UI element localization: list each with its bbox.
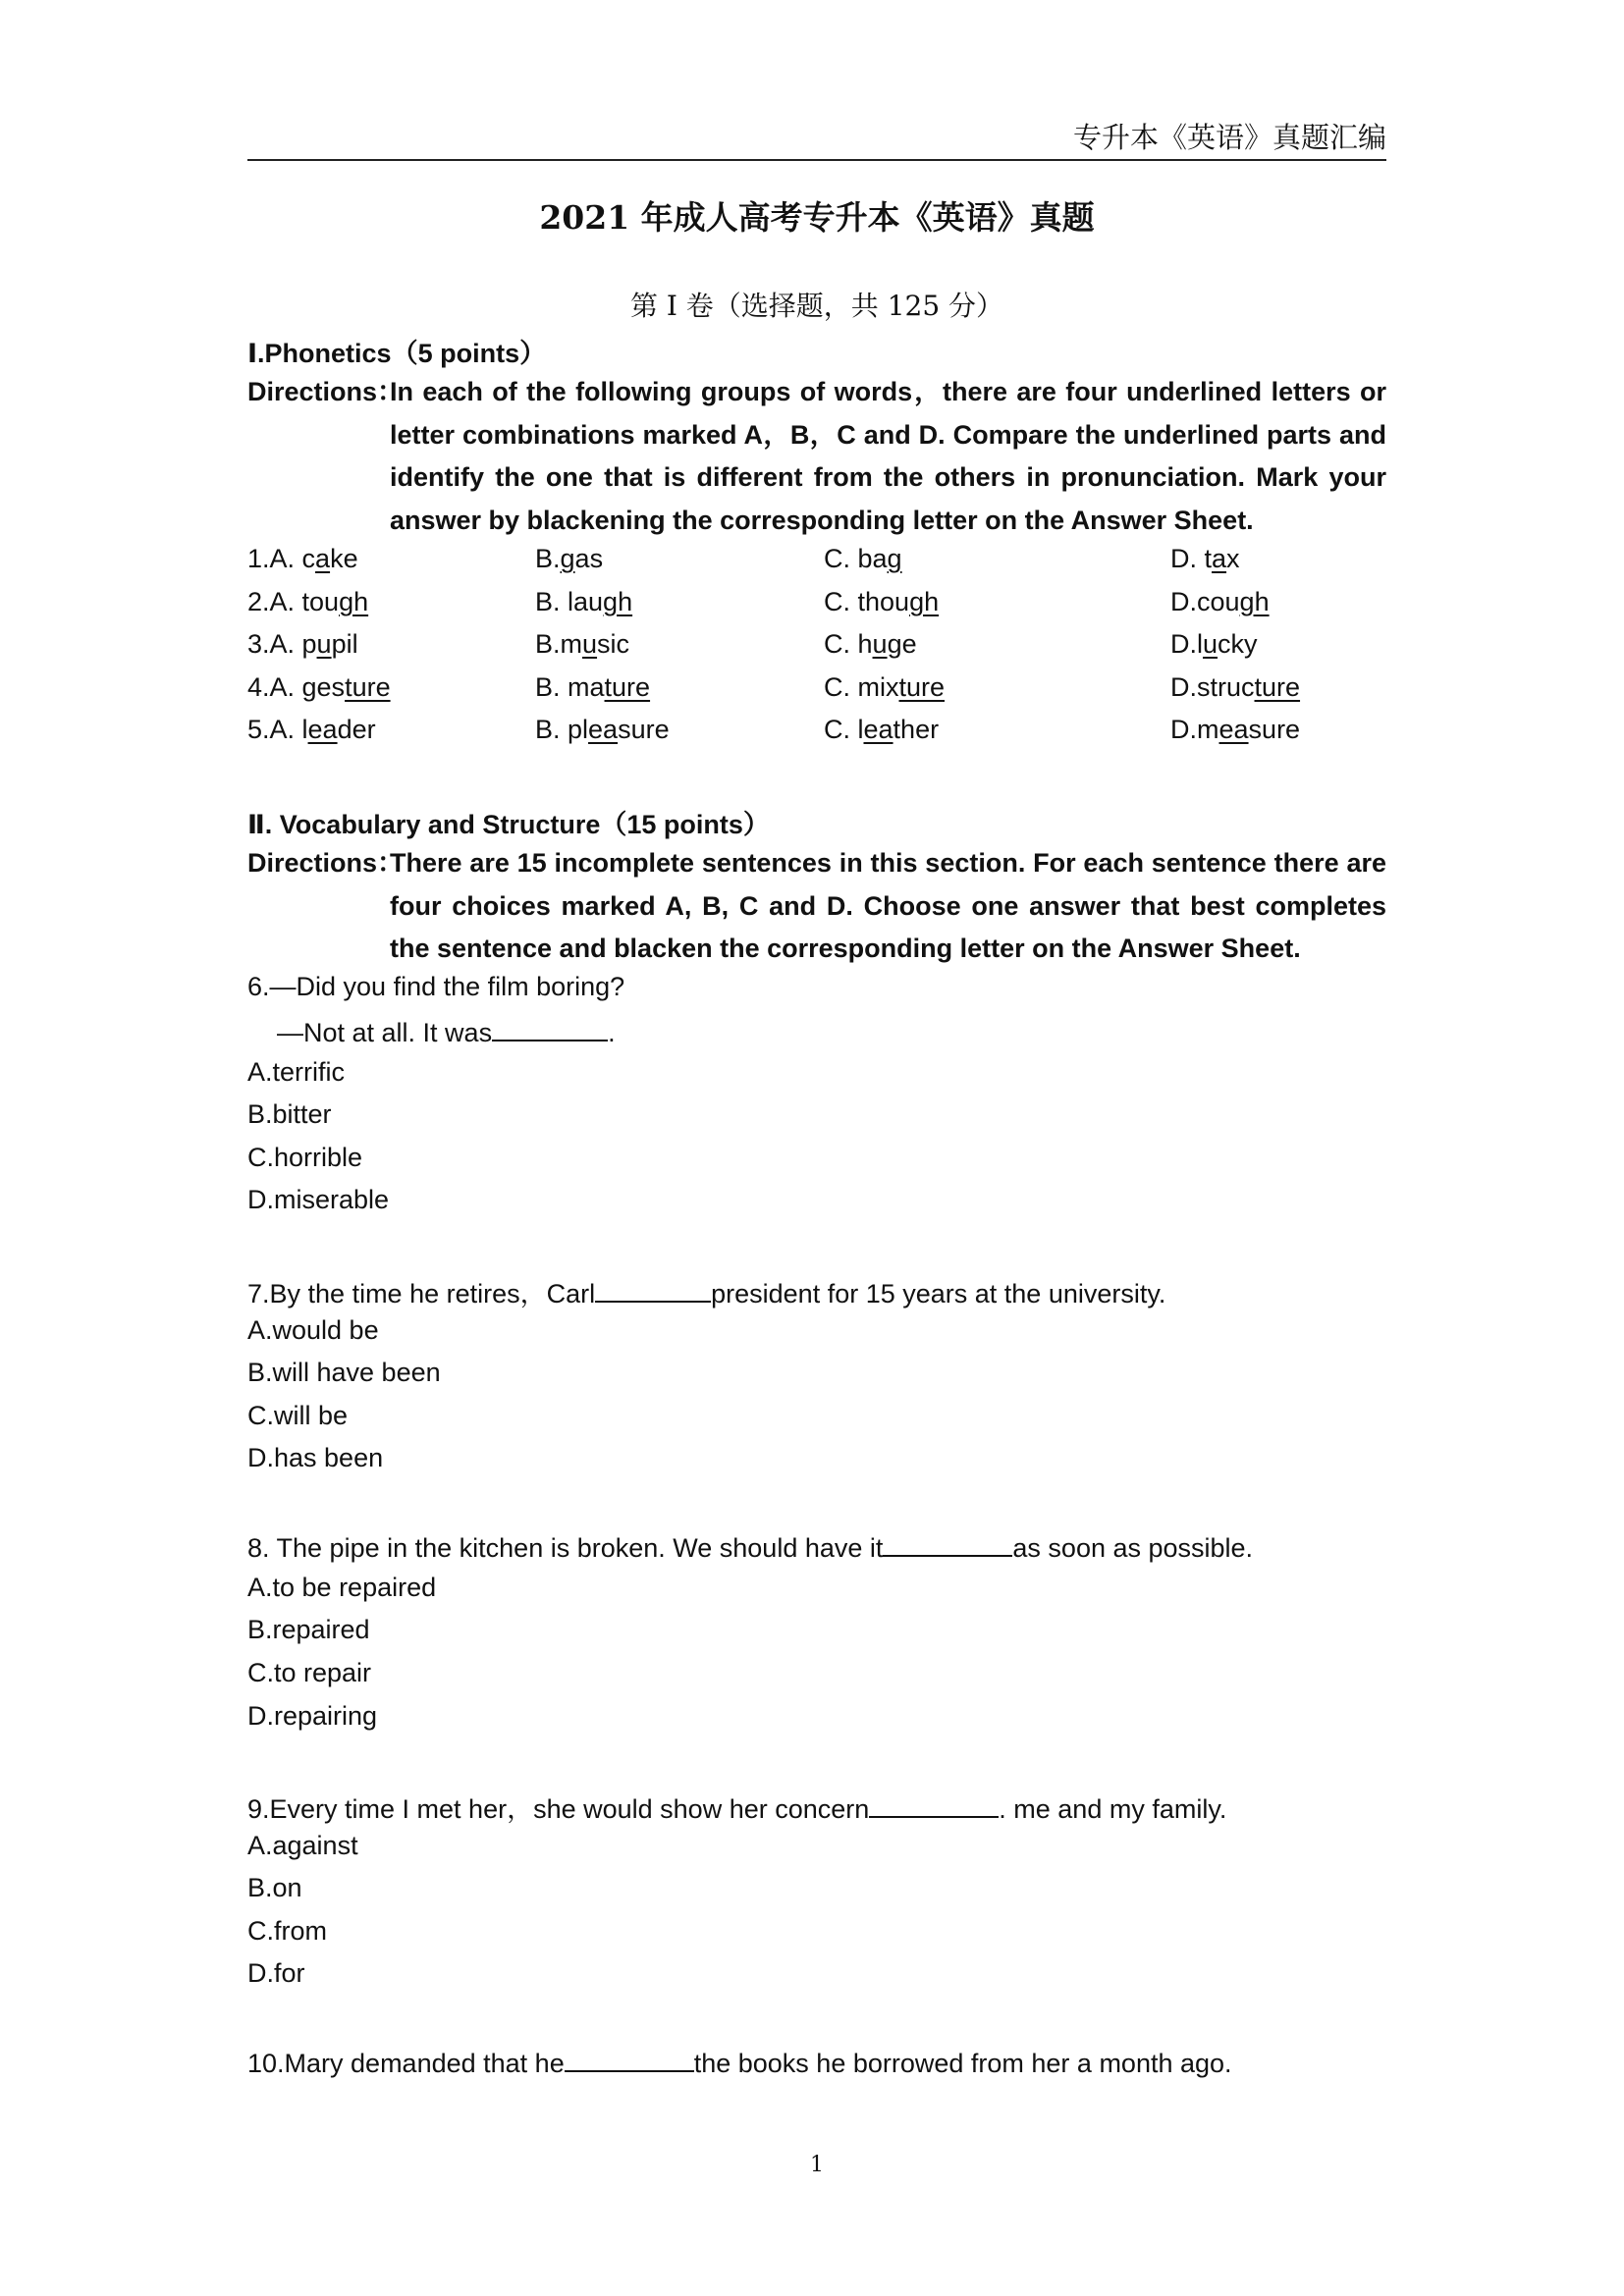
underlined-part: ea [588, 715, 619, 744]
option: C.horrible [247, 1143, 363, 1172]
option: B.bitter [247, 1099, 332, 1129]
underlined-part: u [582, 629, 598, 659]
option: D.has been [247, 1443, 384, 1472]
underlined-part: u [1203, 629, 1218, 659]
phonetics-option: D.structure [1170, 671, 1301, 702]
underlined-part: ea [1218, 715, 1249, 744]
underlined-part: ture [898, 671, 946, 702]
option: D.for [247, 1958, 305, 1988]
phonetics-option: C. bag [824, 544, 902, 573]
phonetics-option: C. huge [824, 629, 917, 659]
directions-label: Directions： [247, 377, 405, 406]
underlined-part: g [887, 544, 902, 573]
option: D.miserable [247, 1185, 390, 1214]
underlined-part: ea [863, 715, 893, 744]
section-1-directions [247, 371, 1386, 542]
underlined-part: g [560, 544, 575, 573]
question-6-line-2: —Not at all. It was . [277, 1014, 616, 1048]
underlined-part: gh [603, 586, 633, 616]
option: C.will be [247, 1401, 349, 1430]
question-9: 9.Every time I met her，she would show her concern . me and my family. [247, 1788, 1226, 1826]
underlined-part: u [872, 629, 888, 659]
phonetics-option: B. mature [535, 671, 651, 702]
underlined-part: ture [1254, 671, 1301, 702]
phonetics-item-row [247, 587, 1386, 630]
exam-subtitle: 第 I 卷（选择题，共 125 分） [629, 290, 1004, 322]
option: B.repaired [247, 1615, 370, 1644]
exam-title: 2021 年成人高考专升本《英语》真题 [539, 198, 1095, 237]
underlined-part: ea [307, 715, 338, 744]
phonetics-option: B.music [535, 629, 630, 659]
underlined-part: gh [339, 586, 369, 616]
option: A.terrific [247, 1057, 346, 1087]
phonetics-option: 2.A. tough [247, 586, 369, 616]
underlined-part: ture [345, 671, 391, 702]
phonetics-option: 3.A. pupil [247, 629, 358, 659]
phonetics-option: D. tax [1170, 544, 1240, 573]
option: A.to be repaired [247, 1573, 437, 1602]
phonetics-option: B. pleasure [535, 715, 670, 744]
answer-blank [565, 2045, 694, 2072]
phonetics-option: B. laugh [535, 586, 633, 616]
directions-text: In each of the following groups of words，there are four underlined letters or letter combinations marked A，B，C and D. Compare the underlined parts and identify the one that is different from the others in pronunciation. Mark your answer by blackening the corresponding letter on the Answer Sheet. [390, 377, 1386, 535]
option: B.will have been [247, 1358, 441, 1387]
answer-blank [869, 1790, 999, 1818]
phonetics-option: 1.A. cake [247, 544, 358, 573]
section-1-heading: Ⅰ.Phonetics（5 points） [247, 339, 547, 368]
answer-blank [883, 1529, 1012, 1557]
underlined-part: u [316, 629, 332, 659]
section-2-directions [247, 842, 1386, 971]
option: C.to repair [247, 1658, 372, 1687]
page-number: 1 [810, 2153, 824, 2177]
phonetics-option: D.lucky [1170, 629, 1258, 659]
phonetics-option: B.gas [535, 544, 604, 573]
option: B.on [247, 1873, 302, 1902]
question-6-line-1: 6.—Did you find the film boring? [247, 972, 625, 1001]
option: A.against [247, 1831, 358, 1860]
phonetics-item-row [247, 672, 1386, 716]
phonetics-option: D.measure [1170, 715, 1301, 744]
phonetics-option: 5.A. leader [247, 715, 376, 744]
option: C.from [247, 1916, 327, 1946]
phonetics-option: C. mixture [824, 671, 946, 702]
option: A.would be [247, 1315, 379, 1345]
header-title: 专升本《英语》真题汇编 [1072, 123, 1386, 154]
answer-blank [492, 1014, 608, 1041]
phonetics-item-row [247, 715, 1386, 758]
page-header [247, 114, 1386, 161]
directions-text: There are 15 incomplete sentences in this section. For each sentence there are four choices marked A, B, C and D. Choose one answer that best completes the sentence and blacken the corresponding letter on the Answer Sheet. [390, 848, 1386, 963]
answer-blank [595, 1275, 711, 1303]
question-10: 10.Mary demanded that he the books he borrowed from her a month ago. [247, 2045, 1232, 2079]
underlined-part: a [315, 544, 331, 573]
phonetics-option: C. though [824, 586, 940, 616]
phonetics-item-row [247, 629, 1386, 672]
phonetics-option: 4.A. gesture [247, 671, 391, 702]
directions-label: Directions： [247, 848, 405, 878]
underlined-part: ture [604, 671, 651, 702]
section-2-heading: Ⅱ. Vocabulary and Structure（15 points） [247, 810, 770, 839]
question-8: 8. The pipe in the kitchen is broken. We should have it as soon as possible. [247, 1529, 1253, 1564]
underlined-part: gh [1239, 586, 1270, 616]
phonetics-option: D.cough [1170, 586, 1270, 616]
question-7: 7.By the time he retires，Carl president for 15 years at the university. [247, 1272, 1165, 1310]
phonetics-item-row [247, 544, 1386, 587]
underlined-part: gh [909, 586, 940, 616]
option: D.repairing [247, 1701, 378, 1731]
phonetics-option: C. leather [824, 715, 940, 744]
underlined-part: a [1212, 544, 1227, 573]
